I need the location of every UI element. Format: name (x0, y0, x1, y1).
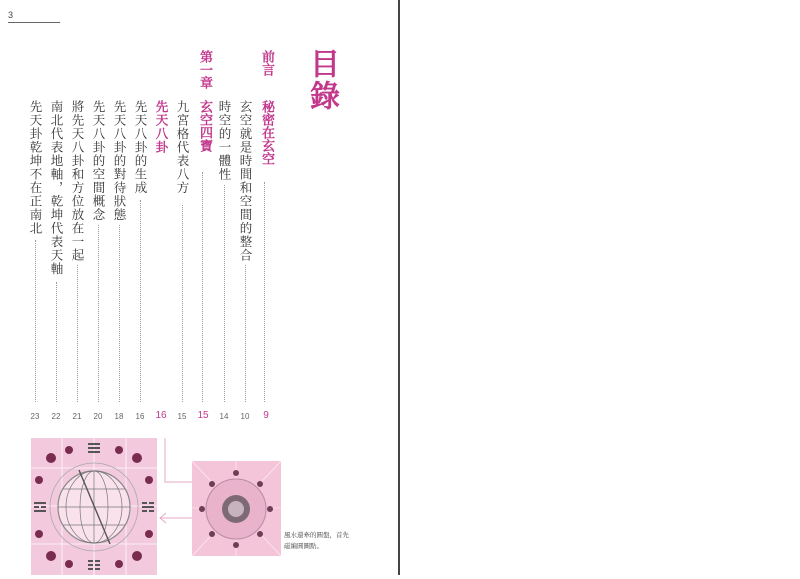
toc-page-number: 21 (72, 412, 82, 421)
toc-page-number: 22 (51, 412, 61, 421)
toc-entry: 時空的一體性 (217, 100, 232, 181)
toc-entry: 先天八卦的生成 (133, 100, 148, 195)
toc-page-number: 16 (135, 412, 145, 421)
toc-page-number: 16 (155, 410, 167, 421)
page-number: 3 (8, 10, 14, 20)
chapter1-label: 第一章 (197, 50, 212, 89)
toc-entry: 南北代表地軸，乾坤代表天軸 (49, 100, 64, 276)
toc-entry: 先天八卦的空間概念 (91, 100, 106, 222)
compass-photo (192, 461, 281, 556)
toc-title: 目錄 (304, 48, 339, 112)
toc-entry: 將先天八卦和方位放在一起 (70, 100, 85, 262)
toc-page-number: 23 (30, 412, 40, 421)
toc-page-number: 9 (263, 410, 269, 421)
toc-entry: 玄空就是時間和空間的整合 (238, 100, 253, 262)
toc-page-number: 15 (197, 410, 209, 421)
toc-entry: 先天八卦的對待狀態 (112, 100, 127, 222)
toc-page-number: 18 (114, 412, 124, 421)
toc-entry: 九宮格代表八方 (175, 100, 190, 195)
toc-page-number: 14 (219, 412, 229, 421)
toc-page-number: 20 (93, 412, 103, 421)
figure-caption (284, 530, 349, 552)
caption-line: 磁編圓圖點。 (284, 543, 323, 550)
preface-title: 秘密在玄空 (259, 100, 274, 165)
preface-label: 前言 (259, 50, 274, 76)
toc-entry: 先天卦乾坤不在正南北 (28, 100, 43, 235)
chapter1-title: 玄空四寶 (197, 100, 212, 152)
toc-entry-highlight: 先天八卦 (154, 100, 169, 154)
toc-page-number: 10 (240, 412, 250, 421)
toc-page-number: 15 (177, 412, 187, 421)
caption-line: 風水還牽的圓盤，首先 (284, 532, 349, 539)
